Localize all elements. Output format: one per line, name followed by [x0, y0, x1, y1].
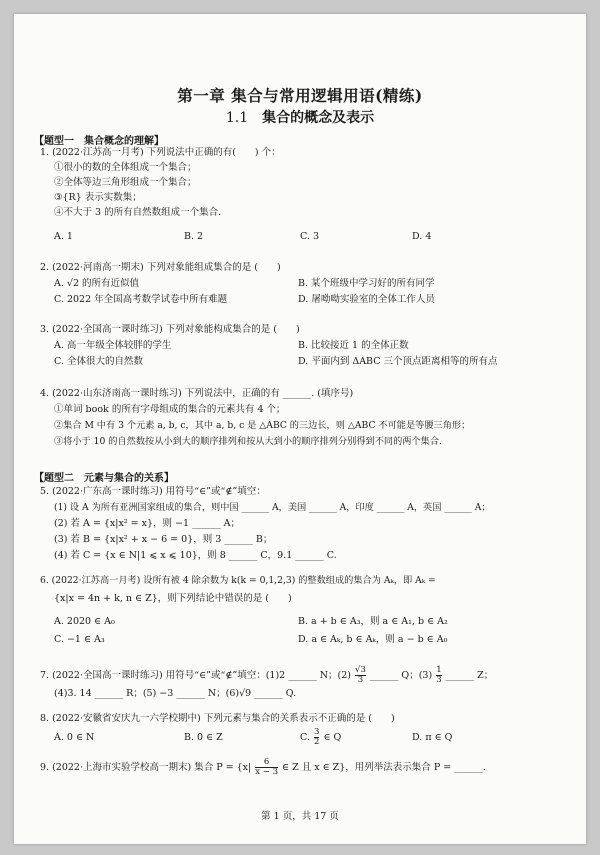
q7-fraction-2-den: 3	[436, 675, 442, 685]
q1-item-2: ②全体等边三角形组成一个集合；	[54, 177, 197, 188]
q8-option-c-tail: ∈ Q	[323, 732, 342, 743]
chapter-title: 第一章 集合与常用逻辑用语(精练)	[177, 86, 423, 105]
q8-option-c-label: C.	[300, 732, 310, 743]
q1-item-4: ④不大于 3 的所有自然数组成一个集合.	[54, 207, 222, 218]
q2-option-d: D. 屠呦呦实验室的全体工作人员	[298, 294, 435, 305]
q8-stem: 8. (2022·安徽省安庆九一六学校期中) 下列元素与集合的关系表示不正确的是 ( )	[40, 713, 395, 724]
q3-option-d: D. 平面内到 ΔABC 三个顶点距离相等的所有点	[298, 356, 498, 367]
section-heading-2: 【题型二 元素与集合的关系】	[34, 473, 174, 484]
q7-fraction-1-den: 3	[355, 675, 366, 685]
q7-line-2: (4)3. 14 ______ R；(5) −3 ______ N；(6)√9 ______ Q.	[54, 688, 297, 699]
q8-option-a: A. 0 ∈ N	[54, 732, 95, 743]
section-subtitle	[14, 107, 586, 127]
q6-stem: 6. (2022·江苏高一月考) 设所有被 4 除余数为 k(k = 0,1,2,3) 的整数组成的集合为 Aₖ，即 Aₖ =	[40, 575, 436, 586]
q9-stem-b: ∈ Z 且 x ∈ Z}，用列举法表示集合 P = ______.	[282, 762, 486, 773]
q1-option-c: C. 3	[300, 231, 320, 242]
q3-option-b: B. 比较接近 1 的全体正数	[298, 340, 409, 351]
q7-stem-text: 7. (2022·全国高一课时练习) 用符号“∈”或“∉”填空：(1)2 ______ N；(2)	[40, 670, 352, 681]
q8-option-c-fraction	[314, 728, 319, 747]
q3-option-a: A. 高一年级全体较胖的学生	[54, 340, 172, 351]
q4-item-2: ②集合 M 中有 3 个元素 a, b, c，其中 a, b, c 是 △ABC 的三边长，则 △ABC 不可能是等腰三角形；	[54, 420, 471, 431]
q7-stem-mid: ______ Q；(3)	[369, 670, 433, 681]
q9-fraction-num: 6	[263, 757, 270, 767]
q6-option-a: A. 2020 ∈ A₀	[54, 616, 115, 627]
q8-option-b: B. 0 ∈ Z	[184, 732, 223, 743]
page-footer: 第 1 页，共 17 页	[261, 811, 339, 822]
q2-option-a: A. √2 的所有近似值	[54, 278, 140, 289]
q8-option-c-den: 2	[313, 737, 320, 747]
q9-fraction	[255, 758, 278, 777]
q7-fraction-2	[436, 666, 441, 685]
section-number: 1.1	[225, 110, 249, 126]
q6-option-d: D. a ∈ Aₖ, b ∈ Aₖ，则 a − b ∈ A₀	[298, 634, 448, 645]
q9-fraction-den: x − 3	[255, 767, 278, 777]
q6-option-c: C. −1 ∈ A₃	[54, 634, 105, 645]
q5-item-2: (2) 若 A = {x|x² = x}，则 −1 ______ A；	[54, 518, 240, 529]
q8-option-c	[300, 728, 341, 747]
q9-stem-a: 9. (2022·上海市实验学校高一期末) 集合 P = {x|	[40, 762, 252, 773]
q7-stem-tail: ______ Z；	[445, 670, 494, 681]
q1-option-b: B. 2	[184, 231, 204, 242]
q2-stem: 2. (2022·河南高一期末) 下列对象能组成集合的是 ( )	[40, 262, 281, 273]
q3-stem: 3. (2022·全国高一课时练习) 下列对象能构成集合的是 ( )	[40, 324, 300, 335]
q1-stem: 1. (2022·江苏高一月考) 下列说法中正确的有( ) 个：	[40, 147, 281, 158]
q5-item-4: (4) 若 C = {x ∈ N|1 ⩽ x ⩽ 10}，则 8 ______ C，9.1 ______ C.	[54, 550, 337, 561]
q2-option-c: C. 2022 年全国高考数学试卷中所有难题	[54, 294, 228, 305]
q6-option-b: B. a + b ∈ A₃，则 a ∈ A₁, b ∈ A₂	[298, 616, 448, 627]
q1-item-3: ③{R} 表示实数集；	[54, 192, 142, 203]
q1-item-1: ①很小的数的全体组成一个集合；	[54, 162, 197, 173]
q8-option-c-num: 3	[313, 727, 320, 737]
q9-stem	[40, 758, 486, 777]
q4-item-1: ①单词 book 的所有字母组成的集合的元素共有 4 个；	[54, 404, 286, 415]
q6-stem-cont: {x|x = 4n + k, n ∈ Z}，则下列结论中错误的是 ( )	[54, 593, 292, 604]
q7-fraction-1	[355, 666, 366, 685]
q8-option-d: D. π ∈ Q	[412, 732, 453, 743]
q5-stem: 5. (2022·广东高一课时练习) 用符号“∈”或“∉”填空：	[40, 486, 266, 497]
q7-fraction-1-num: √3	[355, 665, 366, 675]
q3-option-c: C. 全体很大的自然数	[54, 356, 143, 367]
q5-item-3: (3) 若 B = {x|x² + x − 6 = 0}，则 3 ______ B；	[54, 534, 273, 545]
q5-item-1: (1) 设 A 为所有亚洲国家组成的集合，则中国 ______ A，美国 ______ A，印度 ______ A，英国 ______ A；	[54, 502, 491, 513]
section-heading-1: 【题型一 集合概念的理解】	[34, 136, 164, 147]
q1-option-a: A. 1	[54, 231, 73, 242]
q2-option-b: B. 某个班级中学习好的所有同学	[298, 278, 435, 289]
q4-stem: 4. (2022·山东济南高一课时练习) 下列说法中，正确的有 ______. (填序号)	[40, 388, 354, 399]
q1-option-d: D. 4	[412, 231, 432, 242]
document-page	[14, 14, 586, 844]
q7-fraction-2-num: 1	[436, 665, 442, 675]
q7-stem	[40, 666, 493, 685]
q4-item-3: ③将小于 10 的自然数按从小到大的顺序排列和按从大到小的顺序排列分别得到不同的两个集合.	[54, 436, 442, 447]
section-subtitle-text: 集合的概念及表示	[262, 110, 375, 126]
